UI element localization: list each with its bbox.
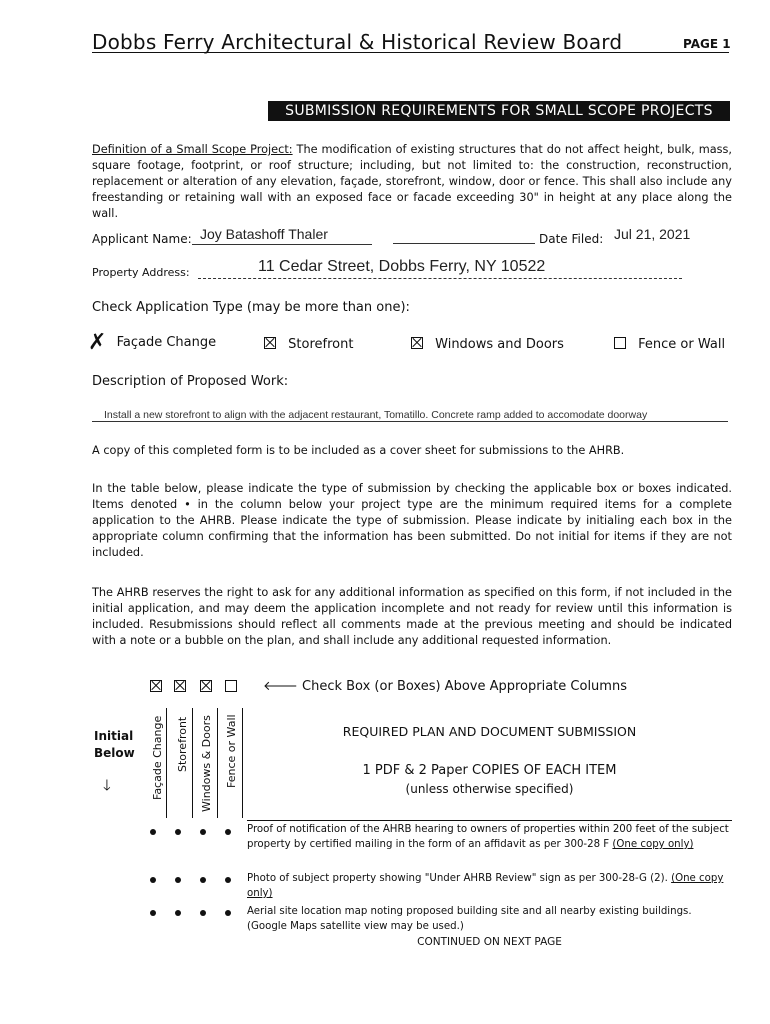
table-heading-copies: 1 PDF & 2 Paper COPIES OF EACH ITEM [362,763,617,778]
check-note: 🡐 Check Box (or Boxes) Above Appropriate Columns [263,679,627,694]
col-fence-checkbox[interactable] [225,680,237,692]
col-facade-checkbox[interactable] [150,680,162,692]
definition-paragraph [92,142,732,222]
col-header-storefront: Storefront [176,716,189,772]
required-bullet [175,829,181,835]
required-bullet [200,829,206,835]
col-header-windows: Windows & Doors [200,715,213,812]
applicant-label: Applicant Name: [92,232,192,246]
type-windows-doors[interactable] [411,337,564,352]
section-banner: SUBMISSION REQUIREMENTS FOR SMALL SCOPE PROJECTS [268,101,730,121]
date-filed-value[interactable]: Jul 21, 2021 [614,226,691,242]
facade-checkbox-x[interactable]: ✗ [88,330,107,355]
down-arrow-icon: 🡓 [103,776,111,794]
type-facade-change[interactable] [88,330,217,355]
required-bullet [175,910,181,916]
required-bullet [150,829,156,835]
type-storefront[interactable] [264,337,353,352]
required-bullet [225,877,231,883]
app-type-label: Check Application Type (may be more than one): [92,300,410,315]
initial-below-label: Initial Below [94,729,135,760]
table-instructions: In the table below, please indicate the type of submission by checking the applicable box or boxes indicated. Items denoted • in the column below your project type are the minimum required items for a complete application to the AHRB. Please indicate the type of submission. Please indicate by initialing each box in the appropriate column confirming that the information has been submitted. Do not initial for items if they are not included. [92,482,732,559]
fence-wall-label: Fence or Wall [638,337,726,352]
applicant-name-value: Joy Batashoff Thaler [200,226,328,242]
requirement-item: Aerial site location map noting proposed building site and all nearby existing buildings. (Google Maps satellite view may be used.) [247,906,692,932]
facade-change-label: Façade Change [116,335,217,350]
table-heading-unless: (unless otherwise specified) [405,782,574,796]
date-filed-label: Date Filed: [539,232,604,246]
table-heading-required: REQUIRED PLAN AND DOCUMENT SUBMISSION [342,724,637,739]
storefront-label: Storefront [288,337,354,352]
definition-text: The modification of existing structures that do not affect height, bulk, mass, square footage, footprint, or roof structure; including, but not limited to: the construction, reconstruction, replacement or alteration of any elevation, façade, storefront, window, door or fence. This shall also include any freestanding or retaining wall with an exposed face or facade exceeding 30" in height at any place along the wall. [92,143,733,220]
col-header-facade: Façade Change [151,715,164,800]
column-divider [166,708,167,818]
storefront-checkbox[interactable] [264,337,276,349]
continued-note: CONTINUED ON NEXT PAGE [417,936,562,948]
col-storefront-checkbox[interactable] [174,680,186,692]
left-arrow-icon: 🡐 [263,679,298,694]
windows-doors-checkbox[interactable] [411,337,423,349]
column-divider [242,708,243,818]
required-bullet [175,877,181,883]
required-bullet [225,829,231,835]
cover-sheet-note: A copy of this completed form is to be included as a cover sheet for submissions to the AHRB. [92,444,625,457]
page-number: PAGE 1 [683,37,731,51]
col-windows-checkbox[interactable] [200,680,212,692]
property-address-label: Property Address: [92,266,190,279]
applicant-name-field[interactable] [192,224,372,245]
ahrb-reserves-paragraph: The AHRB reserves the right to ask for any additional information as specified on this form, if not included in the initial application, and may deem the application incomplete and not ready for review until this information is included. Resubmissions should reflect all comments made at the previous meeting and should be indicated with a note or a bubble on the plan, and shall include any additional requested information. [92,586,732,647]
required-bullet [200,877,206,883]
requirement-item: Photo of subject property showing "Under AHRB Review" sign as per 300-28-G (2). (One copy only) [247,873,724,899]
applicant-extra-line [393,243,535,244]
table-heading-rule [247,820,732,821]
description-field[interactable] [92,403,728,422]
type-fence-wall[interactable] [614,337,725,352]
column-divider [217,708,218,818]
windows-doors-label: Windows and Doors [435,337,564,352]
requirement-item: Proof of notification of the AHRB hearing to owners of properties within 200 feet of the subject property by certified mailing in the form of an affidavit as per 300-28 F (One copy only) [247,824,729,850]
required-bullet [150,910,156,916]
property-address-field[interactable] [198,258,682,279]
column-divider [192,708,193,818]
property-address-value: 11 Cedar Street, Dobbs Ferry, NY 10522 [258,258,546,275]
board-title: Dobbs Ferry Architectural & Historical Review Board [92,30,623,54]
description-label: Description of Proposed Work: [92,374,289,389]
fence-wall-checkbox[interactable] [614,337,626,349]
required-bullet [225,910,231,916]
definition-label: Definition of a Small Scope Project: [92,143,293,156]
header-rule [92,52,729,53]
required-bullet [150,877,156,883]
required-bullet [200,910,206,916]
col-header-fence: Fence or Wall [225,714,238,788]
description-value: Install a new storefront to align with the adjacent restaurant, Tomatillo. Concrete ramp added to accomodate doorway [104,409,648,421]
